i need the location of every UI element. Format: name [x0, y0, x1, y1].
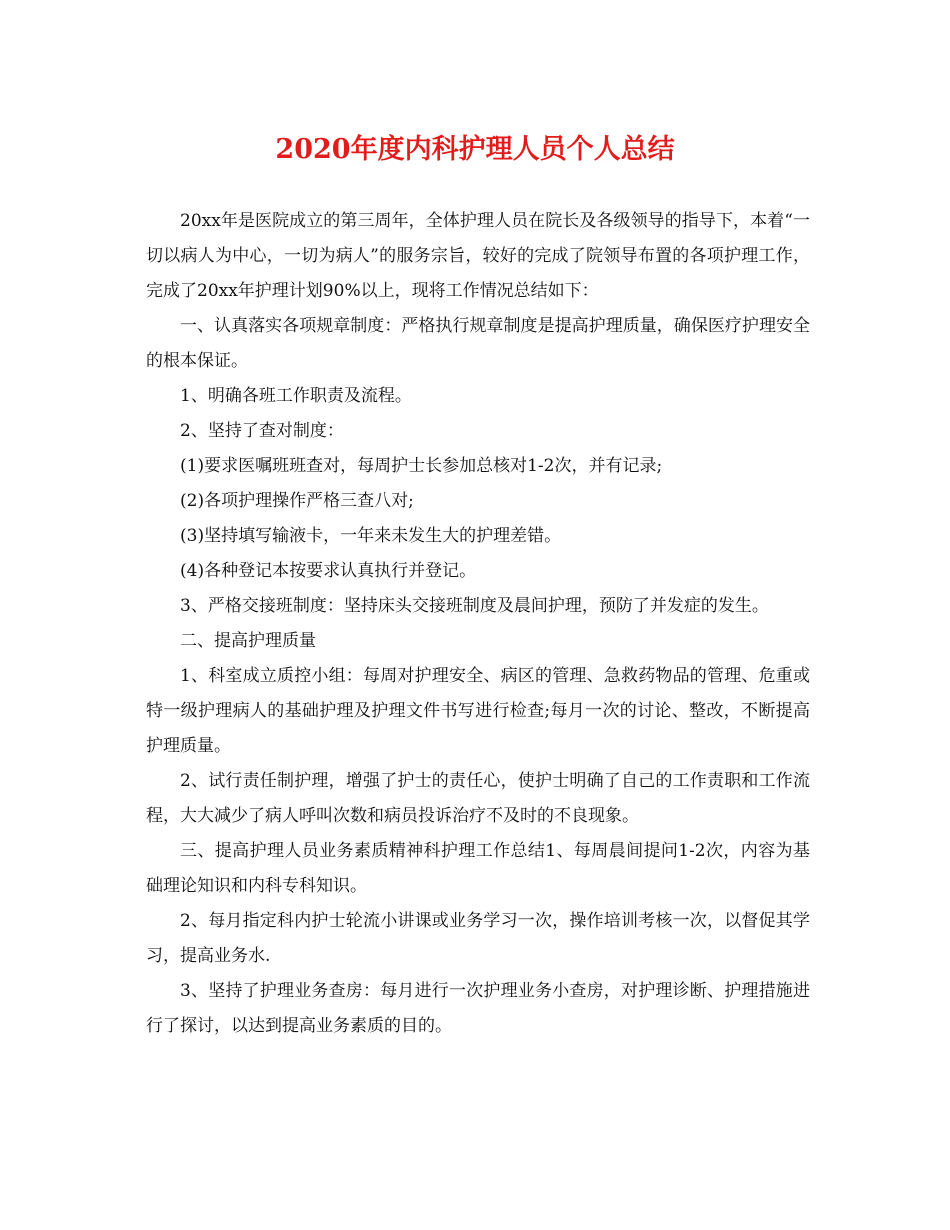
- paragraph-subitem-4: (4)各种登记本按要求认真执行并登记。: [180, 561, 477, 581]
- paragraph-item-1-2: 2、坚持了查对制度：: [180, 421, 344, 441]
- paragraph-item-2-2: 2、试行责任制护理，增强了护士的责任心，使护士明确了自己的工作责职和工作流程，大大减少了病人呼叫次数和病员投诉治疗不及时的不良现象。: [146, 771, 810, 826]
- document-body: [146, 204, 810, 1044]
- paragraph-item-3-2: 2、每月指定科内护士轮流小讲课或业务学习一次，操作培训考核一次，以督促其学习，提高业务水.: [146, 911, 810, 966]
- paragraph-subitem-3: (3)坚持填写输液卡，一年来未发生大的护理差错。: [180, 526, 562, 546]
- paragraph-section-3: 三、提高护理人员业务素质精神科护理工作总结1、每周晨间提问1-2次，内容为基础理论知识和内科专科知识。: [146, 841, 810, 896]
- paragraph-subitem-2: (2)各项护理操作严格三查八对;: [180, 491, 414, 511]
- paragraph-section-1: 一、认真落实各项规章制度：严格执行规章制度是提高护理质量，确保医疗护理安全的根本保证。: [146, 316, 810, 371]
- paragraph-item-1-1: 1、明确各班工作职责及流程。: [180, 386, 412, 406]
- paragraph-item-2-1: 1、科室成立质控小组：每周对护理安全、病区的管理、急救药物品的管理、危重或特一级护理病人的基础护理及护理文件书写进行检查;每月一次的讨论、整改，不断提高护理质量。: [146, 666, 810, 756]
- paragraph-item-3-3: 3、坚持了护理业务查房：每月进行一次护理业务小查房，对护理诊断、护理措施进行了探讨，以达到提高业务素质的目的。: [146, 981, 810, 1036]
- paragraph-subitem-1: (1)要求医嘱班班查对，每周护士长参加总核对1-2次，并有记录;: [180, 456, 663, 476]
- paragraph-intro: 20xx年是医院成立的第三周年，全体护理人员在院长及各级领导的指导下，本着“一切以病人为中心，一切为病人”的服务宗旨，较好的完成了院领导布置的各项护理工作，完成了20xx年护理计划90%以上，现将工作情况总结如下：: [146, 211, 810, 301]
- paragraph-section-2: 二、提高护理质量: [180, 631, 316, 651]
- document-title: 2020年度内科护理人员个人总结: [275, 134, 675, 165]
- paragraph-item-1-3: 3、严格交接班制度：坚持床头交接班制度及晨间护理，预防了并发症的发生。: [180, 596, 769, 616]
